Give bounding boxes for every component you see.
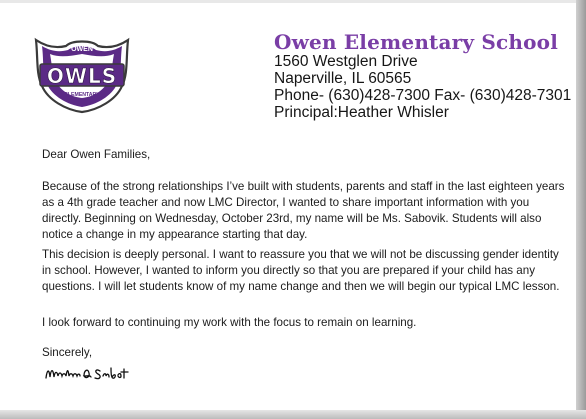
paragraph-line: This decision is deeply personal. I want to reassure you that we will not be discussing gender identity <box>42 248 559 261</box>
address-city: Naperville, IL 60565 <box>274 70 412 87</box>
letter-closing: Sincerely, <box>42 346 93 359</box>
photo-edge-top <box>0 0 586 3</box>
principal-name: Principal:Heather Whisler <box>274 104 449 121</box>
letter-greeting: Dear Owen Families, <box>42 148 151 161</box>
paragraph-line: directly. Beginning on Wednesday, October 23rd, my name will be Ms. Sabovik. Students will also <box>42 212 542 225</box>
photo-edge-bottom <box>0 410 586 419</box>
letter-paragraph-3 <box>42 315 572 331</box>
paragraph-line: questions. I will let students know of my name change and then we will begin our typical LMC lesson. <box>42 280 560 293</box>
address-street: 1560 Westglen Drive <box>274 53 418 70</box>
owls-logo <box>32 34 132 114</box>
logo-main-text: OWLS <box>46 64 118 88</box>
paragraph-line: Because of the strong relationships I’ve built with students, parents and staff in the last eighteen years <box>42 180 565 193</box>
handwritten-signature <box>44 362 154 384</box>
phone-fax: Phone- (630)428-7300 Fax- (630)428-7301 <box>274 87 572 104</box>
logo-bottom-text: ELEMENTARY <box>64 92 100 98</box>
letter-paragraph-2 <box>42 247 572 295</box>
logo-top-text: OWEN <box>71 46 93 53</box>
paragraph-line: notice a change in my appearance starting that day. <box>42 228 308 241</box>
school-name: Owen Elementary School <box>274 30 559 54</box>
paragraph-line: in school. However, I wanted to inform you directly so that you are prepared if your child has any <box>42 264 535 277</box>
paragraph-line: I look forward to continuing my work with the focus to remain on learning. <box>42 316 417 329</box>
paragraph-line: as a 4th grade teacher and now LMC Director, I wanted to share important information with you <box>42 196 530 209</box>
letter-paragraph-1 <box>42 179 572 243</box>
photo-edge-right <box>576 0 586 419</box>
